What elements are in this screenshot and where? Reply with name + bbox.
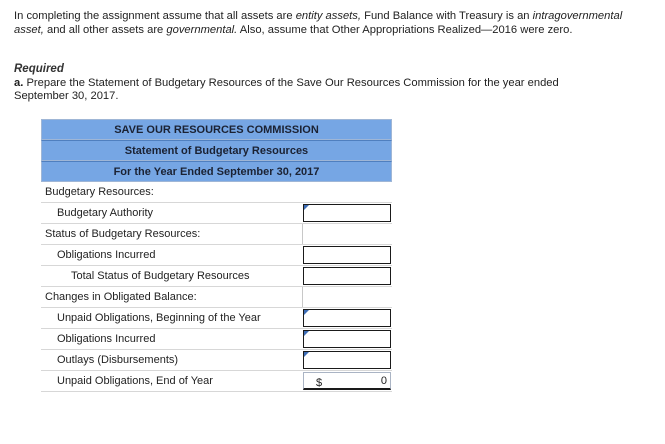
row-label: Obligations Incurred (57, 249, 156, 261)
row-total-status (41, 266, 392, 287)
statement-header-entity: SAVE OUR RESOURCES COMMISSION (41, 119, 392, 140)
row-outlays (41, 350, 392, 371)
row-label: Status of Budgetary Resources: (45, 228, 201, 240)
required-item-text: Prepare the Statement of Budgetary Resources of the Save Our Resources Commission for the year ended September 30, 2017. (14, 77, 559, 102)
row-unpaid-beginning (41, 308, 392, 329)
budgetary-authority-input[interactable] (303, 204, 391, 222)
instructions-emphasis: entity assets, (295, 10, 361, 22)
row-budgetary-authority (41, 203, 392, 224)
column-divider (302, 287, 303, 307)
assignment-instructions (14, 9, 644, 37)
row-label: Unpaid Obligations, End of Year (57, 375, 213, 387)
row-label: Obligations Incurred (57, 333, 156, 345)
required-item-label: a. (14, 77, 24, 89)
row-label: Outlays (Disbursements) (57, 354, 179, 366)
instructions-text: Also, assume that Other Appropriations Realized—2016 were zero. (237, 24, 573, 36)
instructions-emphasis: governmental. (166, 24, 238, 36)
input-indicator-icon (304, 352, 309, 357)
row-obligations-incurred-changes (41, 329, 392, 350)
obligations-incurred-status-input[interactable] (303, 246, 391, 264)
total-status-input[interactable] (303, 267, 391, 285)
row-label: Unpaid Obligations, Beginning of the Year (57, 312, 261, 324)
instructions-text: Fund Balance with Treasury is an (361, 10, 533, 22)
row-label: Budgetary Authority (57, 207, 154, 219)
column-divider (302, 224, 303, 244)
unpaid-beginning-input[interactable] (303, 309, 391, 327)
section-changes-in-obligated-balance (41, 287, 392, 308)
instructions-emphasis: intragovernmental asset, (14, 10, 623, 36)
statement-header-period: For the Year Ended September 30, 2017 (41, 161, 392, 182)
row-label: Budgetary Resources: (45, 186, 154, 198)
required-item (14, 77, 614, 103)
obligations-incurred-changes-input[interactable] (303, 330, 391, 348)
currency-symbol: $ (316, 377, 323, 389)
input-indicator-icon (304, 205, 309, 210)
outlays-input[interactable] (303, 351, 391, 369)
row-label: Total Status of Budgetary Resources (71, 270, 250, 282)
section-status-of-budgetary-resources (41, 224, 392, 245)
required-heading: Required (14, 63, 64, 75)
statement-header-title: Statement of Budgetary Resources (41, 140, 392, 161)
total-value: 0 (380, 375, 387, 387)
input-indicator-icon (304, 310, 309, 315)
section-budgetary-resources (41, 182, 392, 203)
instructions-text: and all other assets are (43, 24, 167, 36)
row-label: Changes in Obligated Balance: (45, 291, 197, 303)
budgetary-resources-statement (41, 119, 394, 392)
unpaid-end-total (303, 372, 391, 390)
row-unpaid-end (41, 371, 392, 392)
instructions-text: In completing the assignment assume that all assets are (14, 10, 296, 22)
row-obligations-incurred-status (41, 245, 392, 266)
input-indicator-icon (304, 331, 309, 336)
